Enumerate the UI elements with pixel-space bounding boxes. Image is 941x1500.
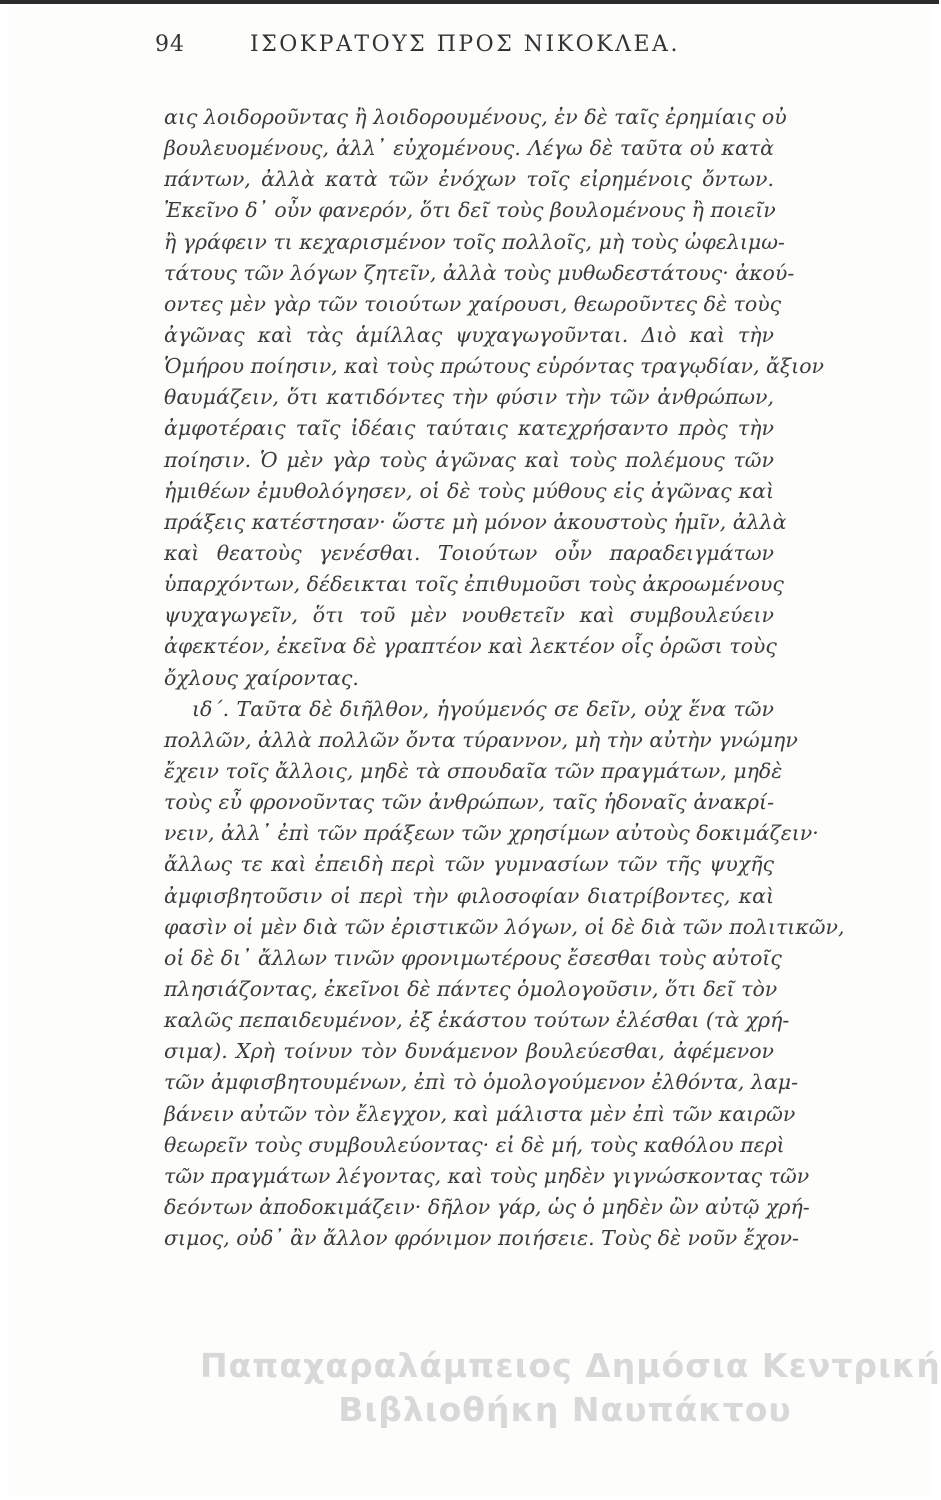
running-head <box>155 32 775 68</box>
library-watermark-line-1: Παπαχαραλάμπειος Δημόσια Κεντρική <box>200 1346 941 1385</box>
text-line: καὶ θεατοὺς γενέσθαι. Τοιούτων οὖν παραδειγμάτων <box>164 540 774 565</box>
text-line: ἡμιθέων ἐμυθολόγησεν, οἱ δὲ τοὺς μύθους εἰς ἀγῶνας καὶ <box>164 478 774 503</box>
text-line: ἀφεκτέον, ἐκεῖνα δὲ γραπτέον καὶ λεκτέον οἷς ὁρῶσι τοὺς <box>164 634 777 659</box>
text-line: σιμος, οὐδ᾽ ἂν ἄλλον φρόνιμον ποιήσειε. Τοὺς δὲ νοῦν ἔχον- <box>164 1226 799 1251</box>
text-line: ὄχλους χαίροντας. <box>164 665 359 690</box>
body-text <box>164 102 845 1254</box>
text-line: βάνειν αὐτῶν τὸν ἔλεγχον, καὶ μάλιστα μὲν ἐπὶ τῶν καιρῶν <box>164 1101 796 1126</box>
text-line: δεόντων ἀποδοκιμάζειν· δῆλον γάρ, ὡς ὁ μηδὲν ὢν αὐτῷ χρή- <box>164 1194 810 1219</box>
text-line: αις λοιδοροῦντας ἢ λοιδορουμένους, ἐν δὲ ταῖς ἐρημίαις οὐ <box>164 105 787 129</box>
text-line: θαυμάζειν, ὅτι κατιδόντες τὴν φύσιν τὴν τῶν ἀνθρώπων, <box>164 385 774 410</box>
text-line: ποίησιν. Ὁ μὲν γὰρ τοὺς ἀγῶνας καὶ τοὺς πολέμους τῶν <box>164 447 774 472</box>
text-line: φασὶν οἱ μὲν διὰ τῶν ἐριστικῶν λόγων, οἱ δὲ διὰ τῶν πολιτικῶν, <box>164 914 845 939</box>
text-line: θεωρεῖν τοὺς συμβουλεύοντας· εἰ δὲ μή, τοὺς καθόλου περὶ <box>164 1132 785 1157</box>
text-line: ιδ΄. Ταῦτα δὲ διῆλθον, ἡγούμενός σε δεῖν, οὐχ ἕνα τῶν <box>192 696 774 721</box>
text-line: καλῶς πεπαιδευμένον, ἐξ ἑκάστου τούτων ἑλέσθαι (τὰ χρή- <box>164 1008 790 1033</box>
text-line: τῶν ἀμφισβητουμένων, ἐπὶ τὸ ὁμολογούμενον ἐλθόντα, λαμ- <box>164 1070 799 1095</box>
text-line: πάντων, ἀλλὰ κατὰ τῶν ἐνόχων τοῖς εἰρημένοις ὄντων. <box>164 167 774 192</box>
text-line: τοὺς εὖ φρονοῦντας τῶν ἀνθρώπων, ταῖς ἡδοναῖς ἀνακρί- <box>164 790 774 815</box>
text-line: Ὁμήρου ποίησιν, καὶ τοὺς πρώτους εὑρόντας τραγῳδίαν, ἄξιον <box>164 354 825 379</box>
text-line: τάτους τῶν λόγων ζητεῖν, ἀλλὰ τοὺς μυθωδεστάτους· ἀκού- <box>164 260 795 285</box>
text-line: πλησιάζοντας, ἐκεῖνοι δὲ πάντες ὁμολογοῦσιν, ὅτι δεῖ τὸν <box>164 976 778 1001</box>
text-line: νειν, ἀλλ᾽ ἐπὶ τῶν πράξεων τῶν χρησίμων αὐτοὺς δοκιμάζειν· <box>164 821 819 846</box>
text-line: πολλῶν, ἀλλὰ πολλῶν ὄντα τύραννον, μὴ τὴν αὐτὴν γνώμην <box>164 727 798 752</box>
text-line: ἀμφοτέραις ταῖς ἰδέαις ταύταις κατεχρήσαντο πρὸς τὴν <box>164 416 774 441</box>
page-number: 94 <box>155 32 185 57</box>
text-line: ἄλλως τε καὶ ἐπειδὴ περὶ τῶν γυμνασίων τῶν τῆς ψυχῆς <box>164 852 774 877</box>
library-watermark-line-2: Βιβλιοθήκη Ναυπάκτου <box>338 1390 792 1429</box>
text-line: ἀγῶνας καὶ τὰς ἁμίλλας ψυχαγωγοῦνται. Διὸ καὶ τὴν <box>164 322 774 347</box>
text-line: βουλευομένους, ἀλλ᾽ εὐχομένους. Λέγω δὲ ταῦτα οὐ κατὰ <box>164 136 774 161</box>
text-line: Ἐκεῖνο δ᾽ οὖν φανερόν, ὅτι δεῖ τοὺς βουλομένους ἢ ποιεῖν <box>164 198 776 223</box>
text-line: οντες μὲν γὰρ τῶν τοιούτων χαίρουσι, θεωροῦντες δὲ τοὺς <box>164 291 782 316</box>
running-head-title: ΙΣΟΚΡΑΤΟΥΣ ΠΡΟΣ ΝΙΚΟΚΛΕΑ. <box>250 32 680 57</box>
text-line: πράξεις κατέστησαν· ὥστε μὴ μόνον ἀκουστοὺς ἡμῖν, ἀλλὰ <box>164 509 787 534</box>
text-line: ψυχαγωγεῖν, ὅτι τοῦ μὲν νουθετεῖν καὶ συμβουλεύειν <box>164 603 774 628</box>
text-line: ὑπαρχόντων, δέδεικται τοῖς ἐπιθυμοῦσι τοὺς ἀκροωμένους <box>164 572 784 597</box>
text-line: ἀμφισβητοῦσιν οἱ περὶ τὴν φιλοσοφίαν διατρίβοντες, καὶ <box>164 883 774 908</box>
text-line: οἱ δὲ δι᾽ ἄλλων τινῶν φρονιμωτέρους ἔσεσθαι τοὺς αὐτοῖς <box>164 945 782 970</box>
text-line: τῶν πραγμάτων λέγοντας, καὶ τοὺς μηδὲν γιγνώσκοντας τῶν <box>164 1163 810 1188</box>
text-line: σιμα). Χρὴ τοίνυν τὸν δυνάμενον βουλεύεσθαι, ἀφέμενον <box>164 1039 774 1064</box>
text-line: ἔχειν τοῖς ἄλλοις, μηδὲ τὰ σπουδαῖα τῶν πραγμάτων, μηδὲ <box>164 758 783 783</box>
text-line: ἢ γράφειν τι κεχαρισμένον τοῖς πολλοῖς, μὴ τοὺς ὠφελιμω- <box>164 229 785 254</box>
